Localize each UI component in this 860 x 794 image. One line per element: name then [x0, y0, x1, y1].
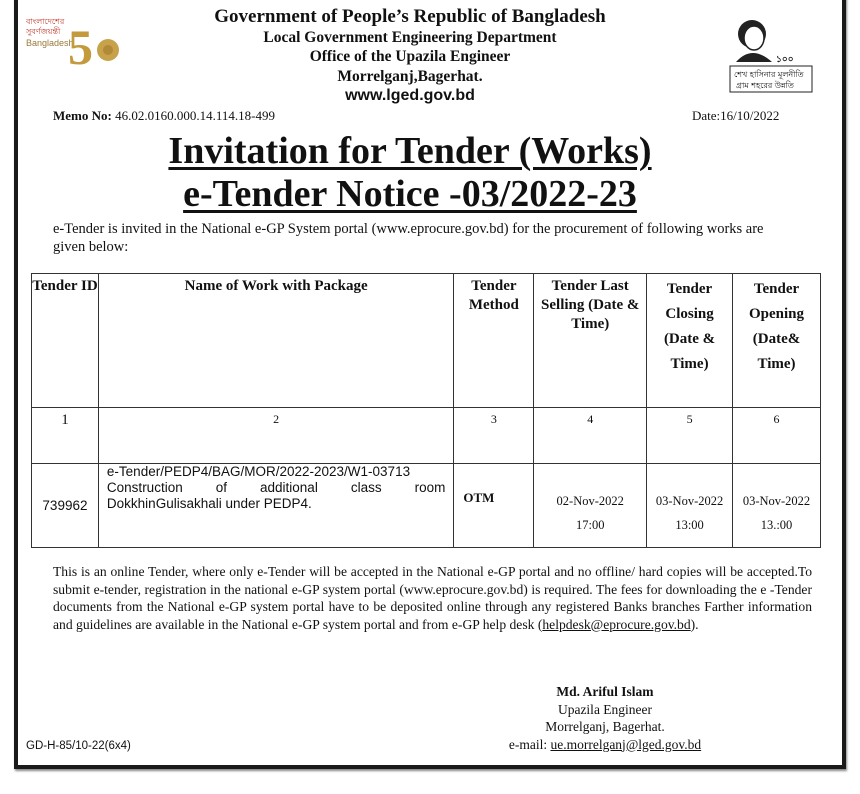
col-number: 1 — [32, 408, 99, 464]
header-office: Office of the Upazila Engineer — [309, 48, 511, 65]
opening-time: 13.:00 — [760, 517, 793, 532]
svg-text:Bangladesh: Bangladesh — [26, 38, 74, 48]
header-location: Morrelganj,Bagerhat. — [337, 68, 483, 85]
closing-date: 03-Nov-2022 — [655, 493, 724, 508]
method-cell: OTM — [454, 464, 534, 548]
header-name-of-work: Name of Work with Package — [98, 274, 453, 408]
header-website: www.lged.gov.bd — [345, 87, 475, 104]
header-tender-method: Tender Method — [454, 274, 534, 408]
selling-date: 02-Nov-2022 — [556, 493, 624, 508]
title-notice: e-Tender Notice -03/2022-23 — [183, 173, 637, 215]
gd-reference: GD-H-85/10-22(6x4) — [26, 740, 131, 752]
opening-cell — [733, 464, 821, 548]
col-number: 3 — [454, 408, 534, 464]
col-number: 4 — [534, 408, 647, 464]
memo-number: Memo No: 46.02.0160.000.14.114.18-499 — [53, 108, 275, 123]
header-last-selling: Tender Last Selling (Date & Time) — [534, 274, 647, 408]
tender-table — [31, 273, 821, 548]
svg-text:১০০: ১০০ — [776, 54, 794, 64]
title-invitation: Invitation for Tender (Works) — [168, 130, 652, 172]
work-ref: e-Tender/PEDP4/BAG/MOR/2022-2023/W1-03713 — [106, 464, 411, 479]
mujib-100-logo — [722, 14, 814, 94]
footer-paragraph: This is an online Tender, where only e-Tender will be accepted in the National e-GP portal and no offline/ hard copies will be accepted.To submit e-tender, registration in the national e-GP system portal (www.eprocure.gov.bd) is required. The fees for downloading the e -Tender documents from the National e-GP system portal have to be deposited online through any registered Banks branches Farther information and guidelines are available in the National e-GP system portal and from e-GP help desk (helpdesk@eprocure.gov.bd). — [53, 564, 812, 632]
work-name-cell — [98, 464, 453, 548]
memo-date: Date:16/10/2022 — [692, 108, 780, 123]
table-number-row — [32, 408, 821, 464]
header-tender-id: Tender ID — [32, 274, 99, 408]
selling-time: 17:00 — [575, 517, 605, 532]
svg-text:গ্রাম শহরের উন্নতি: গ্রাম শহরের উন্নতি — [736, 81, 794, 90]
signatory-designation: Upazila Engineer — [557, 701, 653, 717]
table-header-row — [32, 274, 821, 408]
opening-date: 03-Nov-2022 — [742, 493, 811, 508]
header-government: Government of People’s Republic of Bangladesh — [214, 6, 606, 27]
svg-text:বাংলাদেশের: বাংলাদেশের — [26, 17, 65, 26]
helpdesk-email-link[interactable]: helpdesk@eprocure.gov.bd — [542, 616, 691, 632]
svg-text:শেখ হাসিনার মূলনীতি: শেখ হাসিনার মূলনীতি — [734, 70, 804, 79]
col-number: 2 — [98, 408, 453, 464]
work-desc: Construction of additional class room DokkhinGulisakhali under PEDP4. — [106, 480, 446, 511]
closing-cell — [647, 464, 733, 548]
selling-cell — [534, 464, 647, 548]
table-row — [32, 464, 821, 548]
signatory-location: Morrelganj, Bagerhat. — [545, 719, 665, 734]
signatory-email-link[interactable]: ue.morrelganj@lged.gov.bd — [550, 736, 702, 752]
bangladesh-50-logo — [24, 10, 120, 72]
signatory-name: Md. Ariful Islam — [556, 684, 654, 699]
svg-text:5: 5 — [68, 19, 93, 72]
col-number: 5 — [647, 408, 733, 464]
signature-block — [470, 683, 740, 753]
header-department: Local Government Engineering Department — [263, 29, 557, 46]
header-opening: Tender Opening (Date& Time) — [733, 274, 821, 408]
closing-time: 13:00 — [675, 517, 704, 532]
col-number: 6 — [733, 408, 821, 464]
signatory-email: e-mail: ue.morrelganj@lged.gov.bd — [508, 736, 702, 752]
header-closing: Tender Closing (Date & Time) — [647, 274, 733, 408]
intro-text: e-Tender is invited in the National e-GP System portal (www.eprocure.gov.bd) for the procurement of following works are given below: — [53, 221, 764, 255]
svg-text:সুবর্ণজয়ন্তী: সুবর্ণজয়ন্তী — [26, 27, 61, 36]
tender-id-cell: 739962 — [32, 464, 99, 548]
